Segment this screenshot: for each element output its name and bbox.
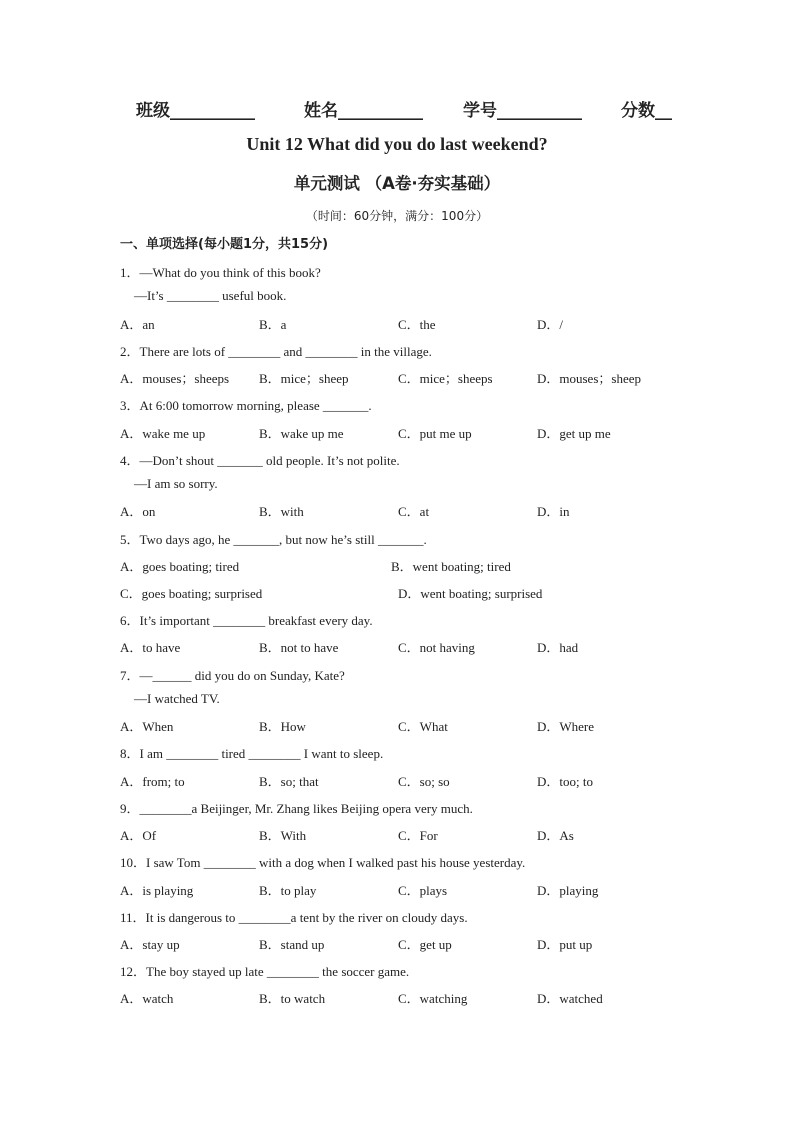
question-9-option-b: B．With	[259, 828, 307, 843]
question-8-option-a: A．from; to	[120, 774, 185, 789]
question-10-option-b: B．to play	[259, 883, 317, 898]
question-12-stem: 12．The boy stayed up late ________ the soccer game.	[120, 964, 410, 979]
exam-title-english: Unit 12 What did you do last weekend?	[246, 134, 548, 154]
question-8-option-b: B．so; that	[259, 774, 319, 789]
question-6-option-d: D．had	[537, 640, 579, 655]
question-12-option-c: C．watching	[398, 991, 468, 1006]
question-5-option-d: D．went boating; surprised	[398, 586, 543, 601]
name-field: 姓名__________	[304, 101, 423, 121]
question-9-option-c: C．For	[398, 828, 438, 843]
question-2-option-d: D．mouses；sheep	[537, 371, 641, 386]
question-5-option-b: B．went boating; tired	[391, 559, 511, 574]
section-title: 一、单项选择(每小题1分，共15分)	[120, 237, 329, 252]
question-4-option-b: B．with	[259, 504, 304, 519]
question-12-option-a: A．watch	[120, 991, 174, 1006]
question-6-option-b: B．not to have	[259, 640, 339, 655]
question-10-option-c: C．plays	[398, 883, 448, 898]
question-12-option-b: B．to watch	[259, 991, 326, 1006]
question-8-option-d: D．too; to	[537, 774, 593, 789]
question-12-option-d: D．watched	[537, 991, 603, 1006]
question-7-option-d: D．Where	[537, 719, 595, 734]
question-6-stem: 6．It’s important ________ breakfast every day.	[120, 613, 373, 628]
question-7-option-b: B．How	[259, 719, 306, 734]
score-field: 分数__	[621, 101, 672, 121]
question-7-option-c: C．What	[398, 719, 448, 734]
question-4-option-a: A．on	[120, 504, 156, 519]
question-11-option-a: A．stay up	[120, 937, 180, 952]
student-number-field: 学号__________	[463, 101, 582, 121]
question-6-option-a: A．to have	[120, 640, 181, 655]
question-6-option-c: C．not having	[398, 640, 475, 655]
question-7-stem: 7．—______ did you do on Sunday, Kate?	[120, 668, 345, 683]
question-5-option-c: C．goes boating; surprised	[120, 586, 263, 601]
question-2-option-a: A．mouses；sheeps	[120, 371, 230, 386]
question-4-option-c: C．at	[398, 504, 430, 519]
question-4-option-d: D．in	[537, 504, 570, 519]
question-10-option-a: A．is playing	[120, 883, 194, 898]
question-3-option-c: C．put me up	[398, 426, 472, 441]
question-1-option-b: B．a	[259, 317, 287, 332]
question-8-option-c: C．so; so	[398, 774, 450, 789]
question-5-stem: 5．Two days ago, he _______, but now he’s still _______.	[120, 532, 427, 547]
question-1-stem: 1．—What do you think of this book?	[120, 265, 321, 280]
question-9-option-d: D．As	[537, 828, 574, 843]
question-2-option-b: B．mice；sheep	[259, 371, 349, 386]
question-10-option-d: D．playing	[537, 883, 599, 898]
class-field: 班级__________	[136, 101, 255, 121]
question-1-option-d: D．/	[537, 317, 564, 332]
question-2-stem: 2．There are lots of ________ and ________ in the village.	[120, 344, 432, 359]
question-11-stem: 11．It is dangerous to ________a tent by the river on cloudy days.	[120, 910, 468, 925]
question-7-response: —I watched TV.	[134, 691, 220, 706]
question-7-option-a: A．When	[120, 719, 174, 734]
question-11-option-b: B．stand up	[259, 937, 325, 952]
question-3-option-b: B．wake up me	[259, 426, 344, 441]
question-5-option-a: A．goes boating; tired	[120, 559, 240, 574]
question-3-option-a: A．wake me up	[120, 426, 206, 441]
question-8-stem: 8．I am ________ tired ________ I want to sleep.	[120, 746, 384, 761]
question-4-stem: 4．—Don’t shout _______ old people. It’s not polite.	[120, 453, 400, 468]
question-1-option-a: A．an	[120, 317, 155, 332]
question-2-option-c: C．mice；sheeps	[398, 371, 493, 386]
question-3-option-d: D．get up me	[537, 426, 611, 441]
question-9-option-a: A．Of	[120, 828, 157, 843]
question-9-stem: 9．________a Beijinger, Mr. Zhang likes Beijing opera very much.	[120, 801, 473, 816]
question-10-stem: 10．I saw Tom ________ with a dog when I walked past his house yesterday.	[120, 855, 526, 870]
question-1-option-c: C．the	[398, 317, 436, 332]
question-1-response: —It’s ________ useful book.	[134, 288, 287, 303]
question-11-option-d: D．put up	[537, 937, 593, 952]
exam-time-note: （时间：60分钟，满分：100分）	[305, 209, 489, 223]
question-4-response: —I am so sorry.	[134, 476, 218, 491]
question-3-stem: 3．At 6:00 tomorrow morning, please _______.	[120, 398, 372, 413]
question-11-option-c: C．get up	[398, 937, 452, 952]
exam-title-chinese: 单元测试 （A卷·夯实基础）	[293, 174, 501, 193]
